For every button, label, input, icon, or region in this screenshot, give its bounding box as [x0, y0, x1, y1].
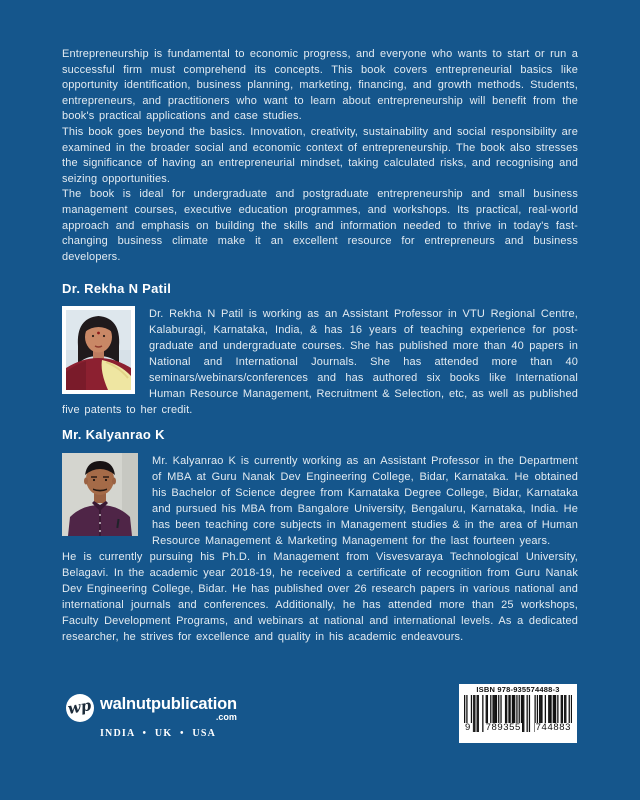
- isbn-digit-group: 9: [465, 722, 471, 733]
- author-bio-block: [62, 306, 578, 418]
- author-photo: [62, 306, 135, 394]
- description-paragraph: The book is ideal for undergraduate and postgraduate entrepreneurship and small business management courses, executive education programmes, and workshops. Its practical, real-world approach and emphasis on building the skills and information needed to thrive in today's fast-changing business climate make it an excellent resource for entrepreneurs and business developers.: [62, 188, 578, 263]
- isbn-digit-group: 789355: [485, 722, 521, 733]
- description-paragraph: Entrepreneurship is fundamental to economic progress, and everyone who wants to start or run a successful firm must comprehend its concepts. This book covers entrepreneurial basics like opportunity identification, business planning, marketing, financing, and growth methods. Students, entrepreneurs, and practitioners who want to learn about entrepreneurship will benefit from the book's practical applications and case studies.: [62, 48, 578, 123]
- book-description: [62, 47, 578, 265]
- author-bio-text: Dr. Rekha N Patil is working as an Assistant Professor in VTU Regional Centre, Kalaburagi, Karnataka, India, & has 16 years of teaching experience for post-graduate and undergraduate courses. She has published more than 40 papers in National and International Journals. She has attended more than 40 seminars/webinars/conferences and has authored six books like International Human Resource Management, Recruitment & Selection, etc, as well as published five patents to her credit.: [62, 308, 578, 417]
- author-section-kalyanrao: [62, 428, 578, 645]
- publisher-logo-row: [66, 694, 250, 722]
- wp-logo-icon: [66, 694, 94, 722]
- description-paragraph: This book goes beyond the basics. Innovation, creativity, sustainability and social responsibility are examined in the broader social and economic context of entrepreneurship. The book also stresses the significance of having an entrepreneurial mindset, taking calculated risks, and recognising and seizing opportunities.: [62, 125, 578, 185]
- publisher-countries: INDIA • UK • USA: [99, 728, 217, 739]
- isbn-barcode: [459, 684, 577, 743]
- isbn-label: ISBN 978-935574488-3: [476, 685, 560, 694]
- publisher-block: [66, 694, 250, 739]
- wp-monogram: wp: [66, 695, 93, 718]
- publisher-domain-suffix: .com: [215, 711, 237, 722]
- isbn-digit-group: 744883: [535, 722, 571, 733]
- publisher-name-block: [100, 696, 237, 721]
- back-cover-content: [62, 47, 578, 645]
- author-bio-block: [62, 453, 578, 645]
- isbn-digits: [464, 723, 572, 733]
- author-photo: [62, 453, 138, 536]
- author-name-heading: Dr. Rekha N Patil: [62, 281, 172, 297]
- author-bio-text: Mr. Kalyanrao K is currently working as an Assistant Professor in the Department of MBA at Guru Nanak Dev Engineering College, Bidar, Karnataka. He obtained his Bachelor of Science degree from Karnataka Degree College, Bidar, Karnataka and pursued his MBA from Bangalore University, Bengaluru, Karnataka, India. He has been teaching core subjects in Management studies & in the area of Human Resource Management & Marketing Management for the last fourteen years.: [152, 455, 578, 548]
- publisher-name: walnutpublication: [100, 694, 237, 713]
- author-photo-image: [62, 306, 135, 394]
- author-photo-image: [62, 453, 138, 536]
- author-bio-text-continued: He is currently pursuing his Ph.D. in Management from Visvesvaraya Technological University, Belagavi. In the academic year 2018-19, he received a certificate of recognition from Guru Nanak Dev Engineering College, Bidar. He has published over 26 research papers in various national and international journals and conferences. Additionally, he has attended more than 25 workshops, Faculty Development Programs, and webinars at national and international levels. As a dedicated researcher, he strives for excellence and quality in his academic endeavours.: [62, 551, 578, 644]
- author-section-rekha: [62, 282, 578, 418]
- author-name-heading: Mr. Kalyanrao K: [62, 427, 165, 443]
